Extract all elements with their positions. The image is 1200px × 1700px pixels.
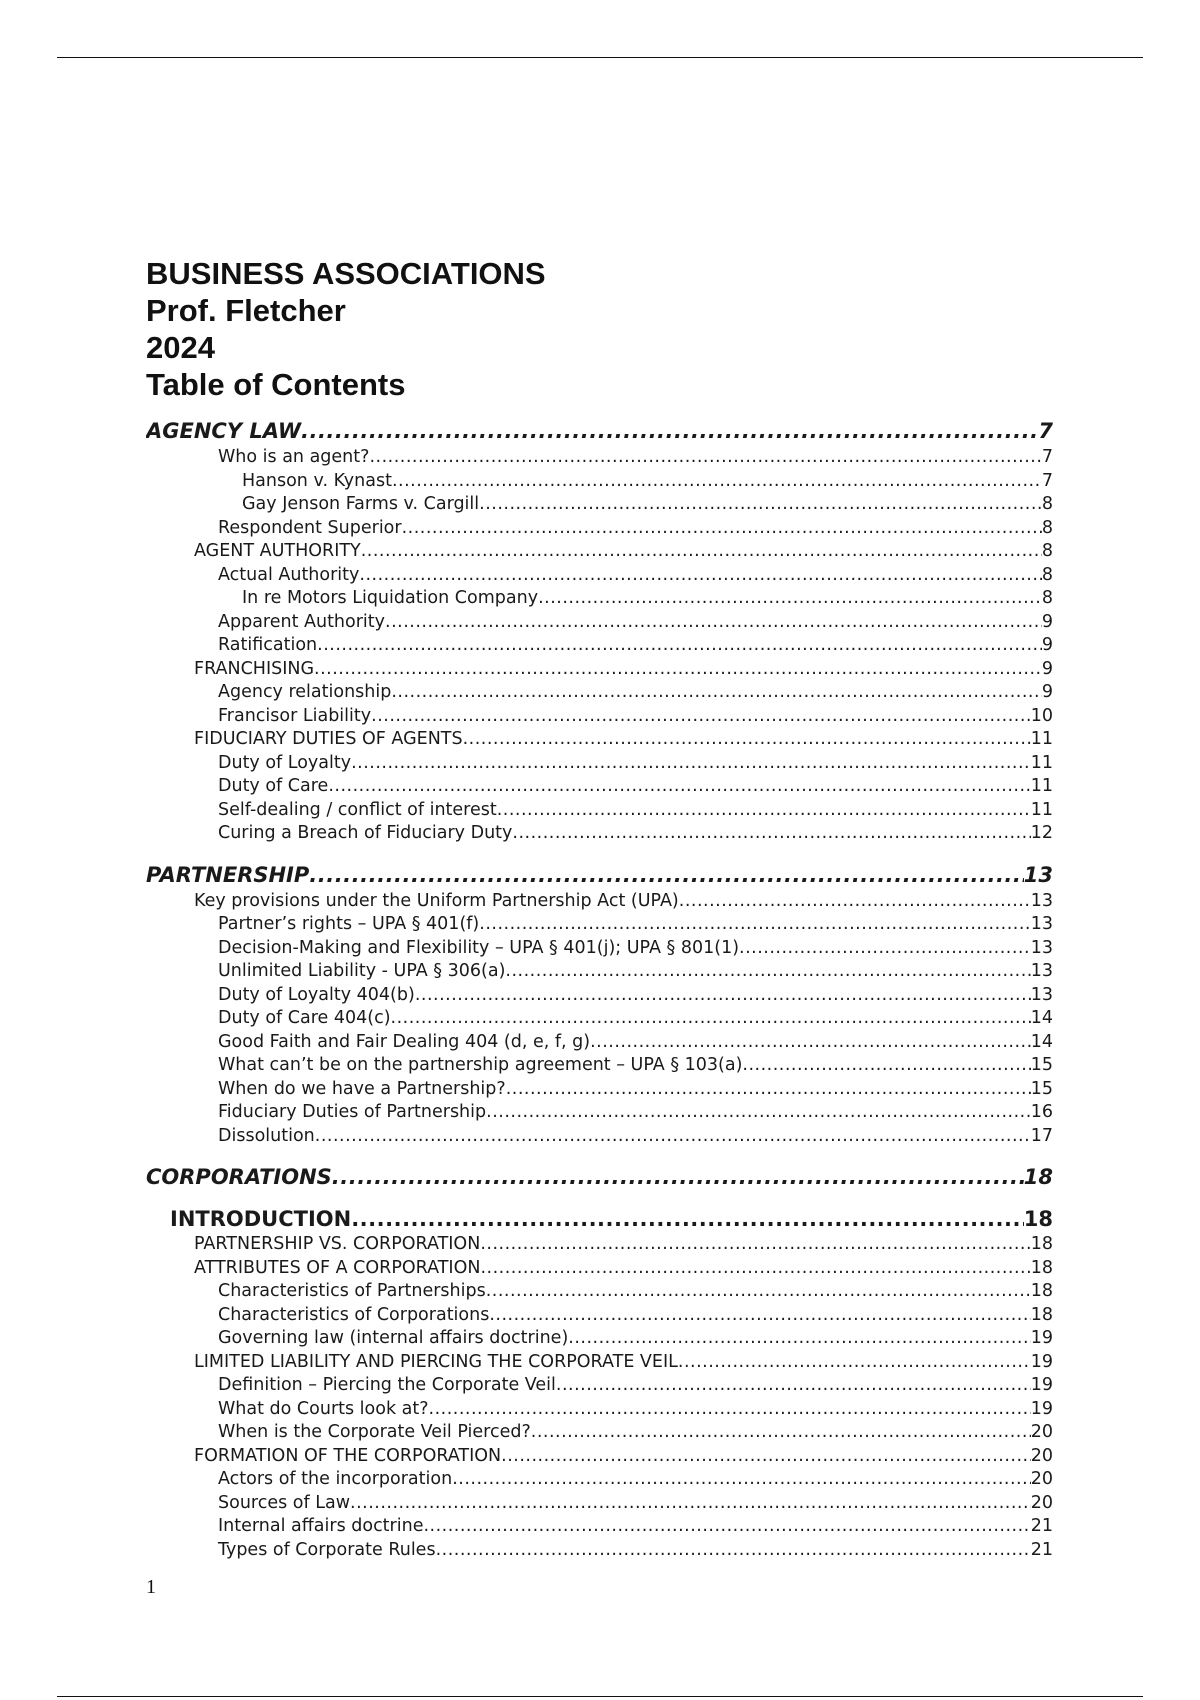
document-heading — [146, 255, 546, 403]
toc-entry-page: 11 — [1030, 729, 1053, 749]
toc-entry[interactable] — [146, 634, 1053, 658]
toc-entry-label: Ratification — [218, 635, 318, 655]
toc-entry-page: 10 — [1030, 705, 1053, 726]
dot-leader — [385, 611, 1042, 635]
toc-entry-label: Actors of the incorporation — [218, 1469, 453, 1489]
toc-entry-label: AGENCY LAW — [146, 419, 301, 443]
toc-entry[interactable] — [146, 1327, 1053, 1351]
toc-entry-page: 7 — [1041, 447, 1053, 467]
toc-entry-label: Agency relationship — [218, 682, 392, 702]
toc-entry-label: Duty of Care 404(c) — [218, 1008, 391, 1028]
toc-entry[interactable] — [146, 587, 1053, 611]
toc-entry-label: Duty of Loyalty — [218, 752, 352, 773]
toc-entry-page: 21 — [1030, 1539, 1053, 1560]
dot-leader — [371, 705, 1031, 729]
toc-entry-label: Respondent Superior — [218, 517, 402, 538]
toc-entry[interactable] — [146, 1492, 1053, 1516]
toc-entry-page: 18 — [1030, 1234, 1053, 1254]
dot-leader — [480, 1233, 1030, 1257]
toc-entry[interactable] — [146, 1421, 1053, 1445]
toc-entry-page: 13 — [1023, 862, 1053, 887]
dot-leader — [351, 1205, 1024, 1233]
toc-entry-page: 19 — [1030, 1351, 1053, 1372]
toc-entry[interactable] — [146, 984, 1053, 1008]
dot-leader — [369, 446, 1041, 470]
toc-entry[interactable] — [146, 658, 1053, 682]
dot-leader — [489, 1304, 1030, 1328]
toc-entry-label: Characteristics of Partnerships — [218, 1281, 486, 1301]
toc-entry-label: Francisor Liability — [218, 705, 372, 726]
toc-entry-label: Apparent Authority — [218, 611, 386, 632]
toc-entry[interactable] — [146, 960, 1053, 984]
toc-entry[interactable] — [146, 611, 1053, 635]
toc-entry-page: 8 — [1041, 564, 1053, 585]
dot-leader — [505, 960, 1030, 984]
toc-entry-page: 13 — [1030, 984, 1053, 1005]
toc-entry-page: 19 — [1030, 1328, 1053, 1348]
toc-entry-label: ATTRIBUTES OF A CORPORATION — [194, 1257, 481, 1278]
toc-entry-label: Actual Authority — [218, 564, 360, 585]
dot-leader — [501, 1445, 1031, 1469]
dot-leader — [361, 540, 1042, 564]
toc-entry-label: In re Motors Liquidation Company — [242, 588, 539, 608]
toc-entry[interactable] — [146, 705, 1053, 729]
toc-entry-label: Definition – Piercing the Corporate Veil — [218, 1375, 556, 1395]
dot-leader — [739, 937, 1031, 961]
toc-entry-label: Hanson v. Kynast — [242, 470, 392, 491]
dot-leader — [556, 1374, 1031, 1398]
toc-entry-page: 19 — [1030, 1398, 1053, 1419]
toc-entry-page: 17 — [1030, 1125, 1053, 1146]
toc-entry-page: 9 — [1041, 635, 1053, 655]
toc-entry-label: What do Courts look at? — [218, 1398, 429, 1419]
toc-entry-page: 20 — [1030, 1469, 1053, 1489]
toc-entry-page: 18 — [1023, 1207, 1053, 1231]
toc-entry-label: What can’t be on the partnership agreement – UPA § 103(a) — [218, 1055, 743, 1075]
table-of-contents — [146, 416, 1053, 1562]
dot-leader — [512, 822, 1030, 846]
toc-entry-label: FIDUCIARY DUTIES OF AGENTS — [194, 729, 463, 749]
dot-leader — [332, 1162, 1024, 1192]
toc-entry-page: 7 — [1038, 419, 1053, 443]
toc-entry[interactable] — [146, 728, 1053, 752]
dot-leader — [497, 799, 1031, 823]
dot-leader — [479, 913, 1030, 937]
dot-leader — [391, 681, 1042, 705]
toc-entry[interactable] — [146, 890, 1053, 914]
toc-entry[interactable] — [146, 564, 1053, 588]
toc-entry-label: Key provisions under the Uniform Partnership Act (UPA) — [194, 890, 679, 911]
toc-entry-label: Partner’s rights – UPA § 401(f) — [218, 914, 480, 934]
toc-entry[interactable] — [146, 822, 1053, 846]
toc-entry-label: INTRODUCTION — [170, 1207, 352, 1231]
toc-entry-page: 8 — [1041, 541, 1053, 561]
dot-leader — [568, 1327, 1030, 1351]
toc-entry-label: CORPORATIONS — [146, 1165, 332, 1189]
dot-leader — [436, 1539, 1031, 1563]
toc-entry-label: LIMITED LIABILITY AND PIERCING THE CORPORATE VEIL — [194, 1351, 678, 1372]
toc-entry[interactable] — [146, 1031, 1053, 1055]
toc-entry-page: 11 — [1030, 752, 1053, 773]
toc-entry[interactable] — [146, 1078, 1053, 1102]
toc-entry[interactable] — [146, 913, 1053, 937]
page-number: 1 — [146, 1576, 156, 1598]
toc-entry[interactable] — [146, 1054, 1053, 1078]
toc-entry-label: PARTNERSHIP VS. CORPORATION — [194, 1234, 481, 1254]
toc-entry[interactable] — [146, 1007, 1053, 1031]
dot-leader — [309, 860, 1024, 890]
toc-entry-label: Self-dealing / conflict of interest — [218, 799, 497, 820]
toc-entry[interactable] — [146, 775, 1053, 799]
dot-leader — [479, 493, 1042, 517]
toc-entry-page: 12 — [1030, 823, 1053, 843]
toc-entry-label: AGENT AUTHORITY — [194, 541, 361, 561]
dot-leader — [679, 890, 1031, 914]
dot-leader — [429, 1398, 1031, 1422]
dot-leader — [480, 1257, 1030, 1281]
toc-entry-label: Curing a Breach of Fiduciary Duty — [218, 823, 513, 843]
toc-entry-page: 13 — [1030, 937, 1053, 958]
toc-entry-label: Gay Jenson Farms v. Cargill — [242, 494, 480, 514]
dot-leader — [315, 1125, 1031, 1149]
toc-entry-page: 18 — [1030, 1304, 1053, 1325]
dot-leader — [402, 517, 1042, 541]
toc-entry-page: 20 — [1030, 1445, 1053, 1466]
toc-entry-label: When do we have a Partnership? — [218, 1078, 506, 1099]
toc-entry[interactable] — [146, 470, 1053, 494]
toc-entry[interactable] — [146, 1125, 1053, 1149]
toc-entry-page: 8 — [1041, 494, 1053, 514]
toc-entry-page: 14 — [1030, 1008, 1053, 1028]
dot-leader — [350, 1492, 1031, 1516]
dot-leader — [391, 1007, 1031, 1031]
dot-leader — [486, 1101, 1031, 1125]
toc-entry-label: FORMATION OF THE CORPORATION — [194, 1445, 502, 1466]
toc-entry-label: Sources of Law — [218, 1492, 351, 1513]
toc-entry-page: 20 — [1030, 1422, 1053, 1442]
toc-entry-page: 8 — [1041, 588, 1053, 608]
dot-leader — [590, 1031, 1031, 1055]
toc-entry-page: 9 — [1041, 611, 1053, 632]
toc-entry[interactable] — [146, 1257, 1053, 1281]
toc-entry-label: Decision-Making and Flexibility – UPA § 401(j); UPA § 801(1) — [218, 937, 740, 958]
toc-entry-label: Fiduciary Duties of Partnership — [218, 1102, 487, 1122]
toc-entry-page: 14 — [1030, 1031, 1053, 1052]
toc-entry[interactable] — [146, 517, 1053, 541]
dot-leader — [742, 1054, 1030, 1078]
toc-entry[interactable] — [146, 799, 1053, 823]
toc-entry-page: 13 — [1030, 961, 1053, 981]
toc-entry-label: PARTNERSHIP — [146, 862, 310, 887]
toc-entry-page: 21 — [1030, 1516, 1053, 1536]
year: 2024 — [146, 330, 215, 365]
dot-leader — [463, 728, 1031, 752]
toc-entry[interactable] — [146, 1468, 1053, 1492]
dot-leader — [314, 658, 1042, 682]
dot-leader — [538, 587, 1042, 611]
toc-entry[interactable] — [146, 1304, 1053, 1328]
toc-entry-label: When is the Corporate Veil Pierced? — [218, 1422, 531, 1442]
dot-leader — [317, 634, 1042, 658]
dot-leader — [531, 1421, 1031, 1445]
toc-entry-label: Who is an agent? — [218, 447, 370, 467]
toc-entry-label: Governing law (internal affairs doctrine) — [218, 1328, 569, 1348]
toc-entry[interactable] — [146, 1205, 1053, 1233]
toc-entry[interactable] — [146, 446, 1053, 470]
toc-entry-page: 18 — [1030, 1281, 1053, 1301]
toc-entry[interactable] — [146, 937, 1053, 961]
toc-entry[interactable] — [146, 860, 1053, 890]
dot-leader — [328, 775, 1030, 799]
toc-entry-page: 7 — [1041, 470, 1053, 491]
toc-entry-page: 15 — [1030, 1078, 1053, 1099]
toc-entry-page: 20 — [1030, 1492, 1053, 1513]
toc-entry[interactable] — [146, 1539, 1053, 1563]
dot-leader — [678, 1351, 1031, 1375]
toc-entry[interactable] — [146, 493, 1053, 517]
toc-entry[interactable] — [146, 1398, 1053, 1422]
toc-entry-label: Duty of Loyalty 404(b) — [218, 984, 415, 1005]
toc-entry[interactable] — [146, 1162, 1053, 1192]
toc-entry-label: Types of Corporate Rules — [218, 1539, 436, 1560]
toc-entry-label: Duty of Care — [218, 776, 329, 796]
course-title: BUSINESS ASSOCIATIONS — [146, 256, 546, 291]
toc-entry-page: 19 — [1030, 1375, 1053, 1395]
toc-entry[interactable] — [146, 681, 1053, 705]
dot-leader — [506, 1078, 1031, 1102]
toc-entry-page: 13 — [1030, 914, 1053, 934]
toc-entry-label: Unlimited Liability - UPA § 306(a) — [218, 961, 506, 981]
bottom-rule — [57, 1696, 1143, 1697]
toc-entry-page: 13 — [1030, 890, 1053, 911]
toc-title: Table of Contents — [146, 367, 406, 402]
toc-entry[interactable] — [146, 1374, 1053, 1398]
toc-entry-label: Good Faith and Fair Dealing 404 (d, e, f, g) — [218, 1031, 591, 1052]
toc-entry[interactable] — [146, 1351, 1053, 1375]
toc-entry[interactable] — [146, 752, 1053, 776]
toc-entry[interactable] — [146, 540, 1053, 564]
dot-leader — [423, 1515, 1030, 1539]
dot-leader — [392, 470, 1042, 494]
toc-entry-page: 9 — [1041, 682, 1053, 702]
toc-entry[interactable] — [146, 1233, 1053, 1257]
top-rule — [57, 57, 1143, 58]
toc-entry-label: Characteristics of Corporations — [218, 1304, 490, 1325]
toc-entry[interactable] — [146, 1280, 1053, 1304]
dot-leader — [359, 564, 1041, 588]
toc-entry-page: 18 — [1023, 1165, 1053, 1189]
toc-entry-page: 16 — [1030, 1102, 1053, 1122]
toc-entry-label: Dissolution — [218, 1125, 315, 1146]
dot-leader — [351, 752, 1031, 776]
toc-entry-label: Internal affairs doctrine — [218, 1516, 424, 1536]
toc-entry[interactable] — [146, 1445, 1053, 1469]
dot-leader — [301, 416, 1038, 446]
toc-entry[interactable] — [146, 416, 1053, 446]
toc-entry-page: 15 — [1030, 1055, 1053, 1075]
dot-leader — [452, 1468, 1031, 1492]
toc-entry-page: 11 — [1030, 776, 1053, 796]
professor-name: Prof. Fletcher — [146, 293, 346, 328]
toc-entry-page: 9 — [1041, 658, 1053, 679]
toc-entry-page: 18 — [1030, 1257, 1053, 1278]
toc-entry-label: FRANCHISING — [194, 658, 315, 679]
dot-leader — [415, 984, 1031, 1008]
toc-entry-page: 11 — [1030, 799, 1053, 820]
toc-entry[interactable] — [146, 1101, 1053, 1125]
toc-entry-page: 8 — [1041, 517, 1053, 538]
dot-leader — [486, 1280, 1031, 1304]
toc-entry[interactable] — [146, 1515, 1053, 1539]
